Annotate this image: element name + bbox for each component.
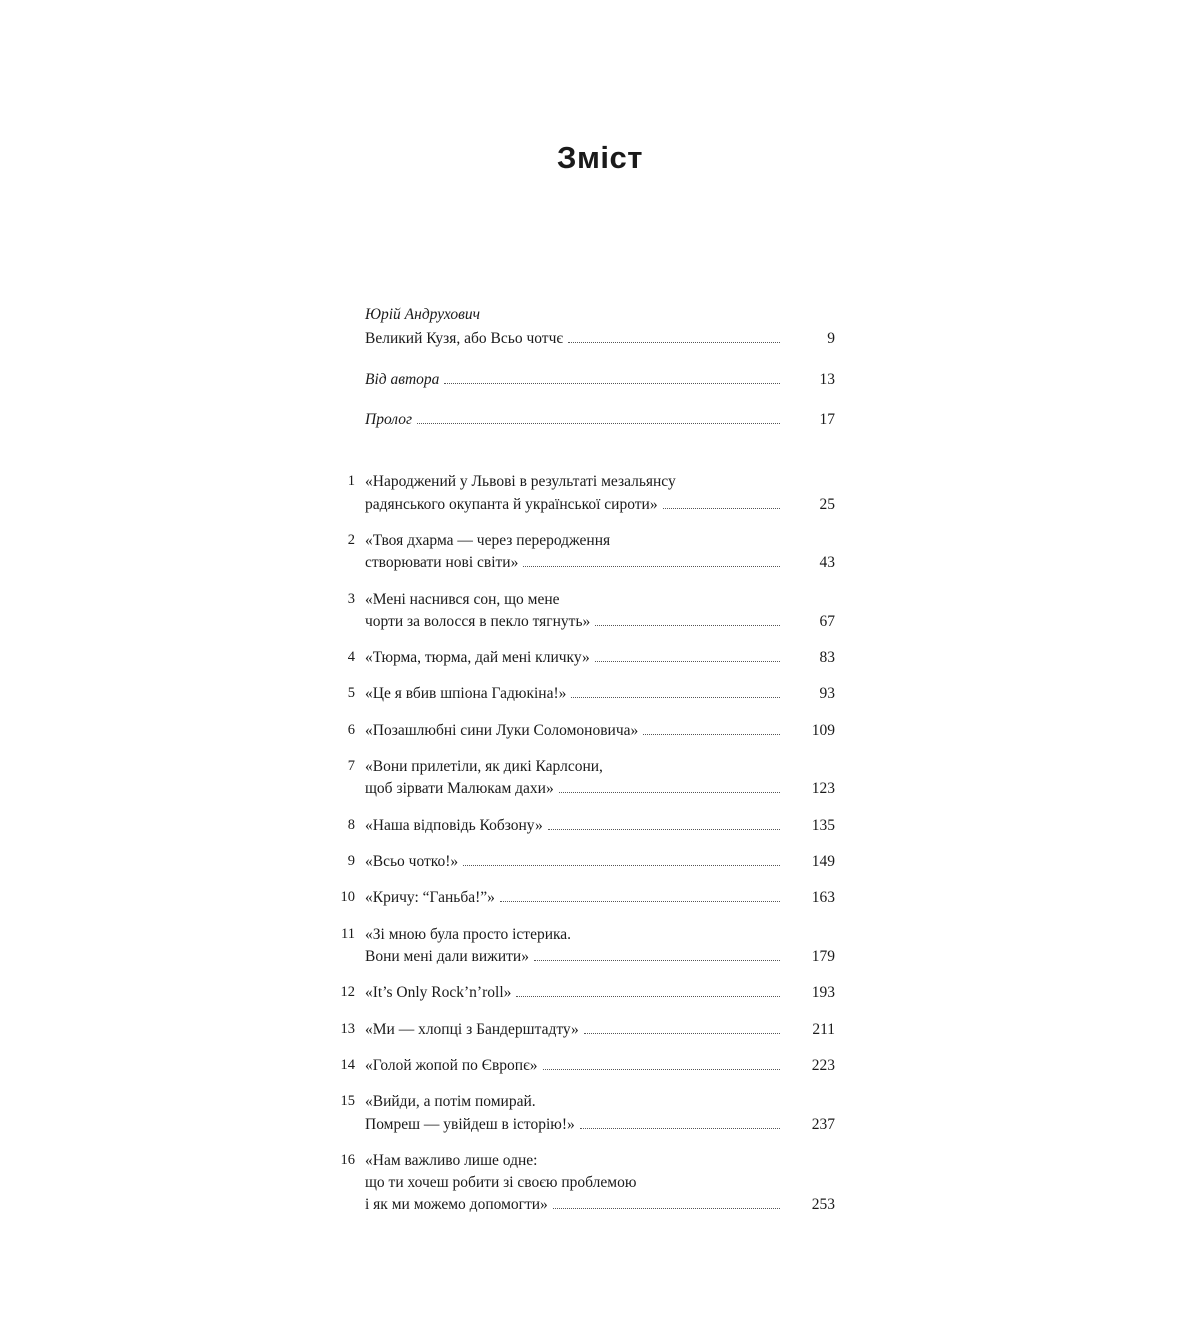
entry-body	[365, 1150, 835, 1217]
entry-title-line: і як ми можемо допомогти»	[365, 1196, 548, 1214]
entry-last-line	[365, 647, 835, 669]
chapter-number: 6	[347, 721, 355, 738]
chapter-number: 7	[347, 758, 355, 775]
entry-last-line	[365, 369, 835, 391]
entry-title-line: «Вони прилетіли, як дикі Карлсони,	[365, 758, 603, 776]
leader-dots	[516, 996, 780, 997]
chapter-number: 2	[347, 531, 355, 548]
front-matter-entry[interactable]	[365, 304, 835, 351]
entry-body	[365, 924, 835, 969]
chapter-number: 5	[347, 685, 355, 702]
page-number: 179	[811, 947, 835, 965]
page-number: 223	[811, 1056, 835, 1074]
toc-page	[0, 140, 1200, 1340]
leader-dots	[571, 697, 780, 698]
chapter-entry[interactable]	[347, 851, 835, 873]
entry-last-line	[365, 815, 835, 837]
front-matter-list	[365, 304, 835, 431]
page-number: 149	[811, 853, 835, 870]
entry-last-line	[365, 1194, 835, 1216]
page-number: 163	[811, 889, 835, 907]
entry-last-line	[365, 851, 835, 873]
page-number: 211	[812, 1020, 835, 1038]
entry-title-line: «Зі мною була просто істерика.	[365, 925, 572, 943]
chapter-entry[interactable]	[347, 471, 835, 516]
entry-title-line: що ти хочеш робити зі своєю проблемою	[365, 1174, 637, 1192]
leader-dots	[463, 865, 780, 866]
entry-author: Юрій Андрухович	[365, 306, 481, 323]
entry-body	[365, 683, 835, 705]
entry-title-line: «Всьо чотко!»	[365, 853, 459, 870]
entry-title-line: «Наша відповідь Кобзону»	[365, 816, 543, 834]
leader-dots	[543, 1069, 780, 1070]
chapter-number: 9	[347, 853, 355, 869]
page-number: 13	[819, 370, 835, 388]
entry-title-line: «Твоя дхарма — через переродження	[365, 531, 611, 549]
chapter-number: 11	[341, 925, 355, 942]
chapter-number: 15	[340, 1093, 355, 1110]
chapter-number: 8	[347, 816, 355, 833]
entry-title-line: «Кричу: “Ганьба!”»	[365, 889, 495, 907]
front-matter-entry[interactable]	[365, 409, 835, 431]
leader-dots	[417, 423, 780, 424]
entry-last-line	[365, 946, 835, 968]
page-number: 237	[811, 1115, 835, 1133]
leader-dots	[663, 508, 780, 509]
entry-title-line: Від автора	[365, 370, 440, 388]
leader-dots	[534, 960, 780, 961]
chapter-number: 1	[347, 473, 355, 490]
leader-dots	[595, 625, 780, 626]
page-number: 123	[811, 780, 835, 798]
page-number: 135	[811, 816, 835, 834]
chapter-entry[interactable]	[347, 720, 835, 742]
entry-title-line: «Голой жопой по Європє»	[365, 1056, 538, 1074]
leader-dots	[568, 342, 780, 343]
entry-body	[365, 589, 835, 634]
chapter-entry[interactable]	[340, 1019, 835, 1041]
entry-last-line	[365, 778, 835, 800]
page-number: 9	[827, 330, 835, 348]
chapter-list	[340, 471, 835, 1217]
entry-last-line	[365, 720, 835, 742]
entry-last-line	[365, 982, 835, 1004]
page-number: 17	[819, 410, 835, 428]
chapter-number: 14	[340, 1056, 355, 1073]
page-number: 25	[819, 495, 835, 513]
chapter-number: 10	[340, 889, 355, 906]
front-matter-entry[interactable]	[365, 369, 835, 391]
entry-last-line	[365, 552, 835, 574]
entry-title-line: «Ми — хлопці з Бандерштадту»	[365, 1020, 579, 1038]
entry-title-line: «Мені наснився сон, що мене	[365, 590, 560, 608]
chapter-entry[interactable]	[347, 756, 835, 801]
chapter-entry[interactable]	[340, 1150, 835, 1217]
page-number: 67	[819, 612, 835, 630]
page-number: 93	[819, 685, 835, 703]
entry-body	[365, 1019, 835, 1041]
page-number: 253	[811, 1196, 835, 1214]
section-spacer	[365, 449, 835, 471]
entry-last-line	[365, 887, 835, 909]
entry-body	[365, 756, 835, 801]
entry-title-line: Великий Кузя, або Всьо чотчє	[365, 330, 564, 348]
chapter-number: 13	[340, 1020, 355, 1037]
chapter-number: 3	[347, 590, 355, 607]
chapter-entry[interactable]	[347, 683, 835, 705]
entry-title-line: «Тюрма, тюрма, дай мені кличку»	[365, 649, 590, 667]
entry-title-line: щоб зірвати Малюкам дахи»	[365, 780, 554, 798]
entry-title-line: Вони мені дали вижити»	[365, 947, 529, 965]
entry-title-line: створювати нові світи»	[365, 554, 519, 572]
chapter-entry[interactable]	[347, 647, 835, 669]
page-number: 109	[811, 721, 835, 739]
entry-body	[365, 647, 835, 669]
leader-dots	[444, 383, 780, 384]
chapter-entry[interactable]	[347, 589, 835, 634]
entry-body	[365, 409, 835, 431]
entry-last-line	[365, 328, 835, 350]
page-number: 193	[811, 984, 835, 1002]
chapter-entry[interactable]	[341, 924, 835, 969]
leader-dots	[580, 1128, 780, 1129]
entry-last-line	[365, 1114, 835, 1136]
entry-body	[365, 369, 835, 391]
entry-title-line: «Народжений у Львові в результаті мезальянсу	[365, 473, 676, 491]
chapter-entry[interactable]	[340, 1091, 835, 1136]
entry-body	[365, 1055, 835, 1077]
entry-title-line: чорти за волосся в пекло тягнуть»	[365, 612, 591, 630]
entry-body	[365, 530, 835, 575]
chapter-entry[interactable]	[347, 815, 835, 837]
chapter-number: 12	[340, 984, 355, 1001]
leader-dots	[523, 566, 780, 567]
entry-body	[365, 304, 835, 351]
page-number: 43	[819, 554, 835, 572]
entry-last-line	[365, 1019, 835, 1041]
table-of-contents	[340, 304, 835, 1217]
entry-last-line	[365, 611, 835, 633]
entry-title-line: «It’s Only Rock’n’roll»	[365, 984, 512, 1002]
entry-body	[365, 720, 835, 742]
entry-last-line	[365, 409, 835, 431]
leader-dots	[643, 734, 780, 735]
entry-title-line: Помреш — увійдеш в історію!»	[365, 1115, 575, 1133]
entry-title-line: «Нам важливо лише одне:	[365, 1151, 538, 1169]
chapter-entry[interactable]	[340, 982, 835, 1004]
entry-body	[365, 982, 835, 1004]
entry-title-line: «Вийди, а потім помирай.	[365, 1093, 536, 1111]
leader-dots	[548, 829, 780, 830]
leader-dots	[553, 1208, 780, 1209]
entry-last-line	[365, 683, 835, 705]
entry-body	[365, 815, 835, 837]
entry-title-line: Пролог	[365, 410, 413, 428]
chapter-entry[interactable]	[340, 1055, 835, 1077]
page-title: Зміст	[557, 140, 643, 175]
leader-dots	[595, 661, 780, 662]
entry-last-line	[365, 1055, 835, 1077]
chapter-entry[interactable]	[347, 530, 835, 575]
chapter-entry[interactable]	[340, 887, 835, 909]
leader-dots	[584, 1033, 780, 1034]
entry-title-line: радянського окупанта й української сироти»	[365, 495, 658, 513]
chapter-number: 16	[340, 1151, 355, 1168]
entry-body	[365, 851, 835, 873]
page-number: 83	[819, 649, 835, 667]
entry-title-line: «Позашлюбні сини Луки Соломоновича»	[365, 721, 639, 739]
chapter-number: 4	[347, 649, 355, 666]
leader-dots	[559, 792, 780, 793]
entry-body	[365, 471, 835, 516]
entry-last-line	[365, 494, 835, 516]
entry-body	[365, 1091, 835, 1136]
leader-dots	[500, 901, 780, 902]
entry-title-line: «Це я вбив шпіона Гадюкіна!»	[365, 685, 567, 703]
entry-body	[365, 887, 835, 909]
